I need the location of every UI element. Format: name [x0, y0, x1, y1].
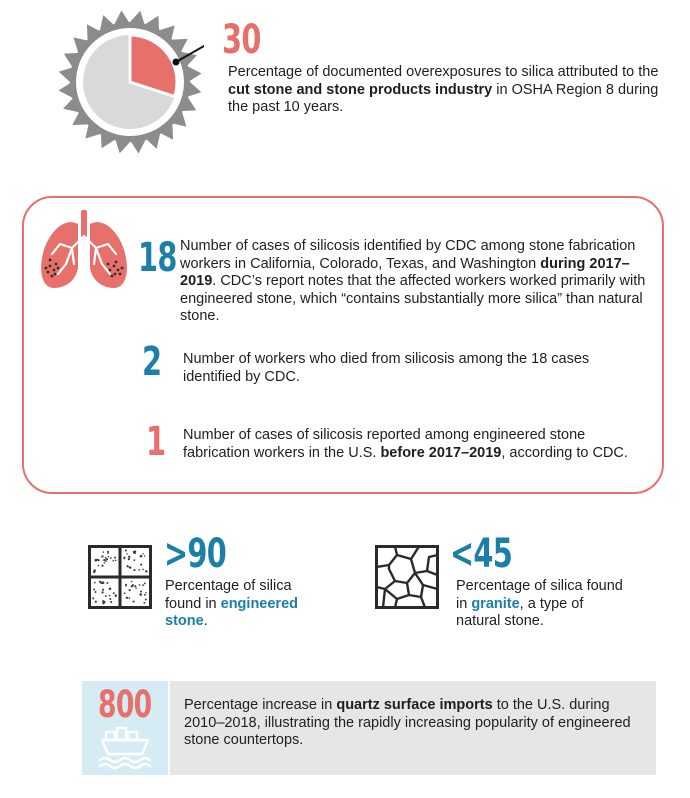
cases-text-1: Number of cases of silicosis identified by CDC among stone fabrication workers in California, Colorado, Texas, and Washington	[180, 238, 636, 272]
cases-text-2: . CDC’s report notes that the affected workers worked primarily with engineered stone, which “contains substantially more silica” than natural stone.	[180, 273, 646, 324]
granite-text-2: , a type of natural stone.	[456, 595, 584, 629]
prior-bold: before 2017–2019	[380, 444, 502, 461]
prior-cases-value: 1	[146, 419, 166, 465]
quartz-imports-description	[184, 697, 644, 750]
deaths-value: 2	[142, 339, 162, 385]
imports-text-2: to the U.S. during 2010–2018, illustrating the rapidly increasing popularity of engineered stone countertops.	[184, 697, 631, 748]
cargo-ship-icon	[96, 726, 154, 770]
engineered-silica-value: >90	[164, 531, 227, 577]
prior-cases-description	[183, 427, 653, 462]
engineered-stone-icon	[88, 545, 152, 609]
cut-stone-text-1: Percentage of documented overexposures to silica attributed to the	[228, 64, 659, 80]
granite-silica-description	[456, 578, 626, 631]
prior-text-2: , according to CDC.	[501, 444, 628, 461]
cases-identified-description	[180, 238, 650, 326]
engineered-text-2: .	[203, 613, 208, 629]
granite-bold: granite	[471, 595, 520, 612]
cut-stone-text-2: in OSHA Region 8 during the past 10 years.	[228, 81, 659, 115]
cut-stone-bold: cut stone and stone products industry	[228, 81, 493, 98]
engineered-silica-description	[165, 578, 325, 631]
prior-text-1: Number of cases of silicosis reported among engineered stone fabrication workers in the U.S.	[183, 427, 586, 461]
granite-silica-value: <45	[450, 531, 513, 577]
quartz-imports-value: 800	[98, 683, 152, 726]
imports-text-1: Percentage increase in	[184, 697, 337, 713]
deaths-description: Number of workers who died from silicosis among the 18 cases identified by CDC.	[183, 351, 590, 385]
cut-stone-stat-value: 30	[222, 17, 261, 63]
cases-identified-value: 18	[138, 235, 177, 281]
saw-blade-pie-icon	[56, 8, 204, 156]
callout-dot	[173, 59, 180, 66]
granite-text-1: Percentage of silica found in	[456, 578, 623, 612]
engineered-text-1: Percentage of silica found in	[165, 578, 292, 612]
cases-bold: during 2017–2019	[180, 255, 630, 289]
cut-stone-stat-description	[228, 64, 668, 117]
granite-icon	[375, 545, 439, 609]
imports-bold: quartz surface imports	[336, 697, 493, 713]
engineered-bold: engineered stone	[165, 595, 298, 629]
lungs-icon	[36, 208, 132, 294]
